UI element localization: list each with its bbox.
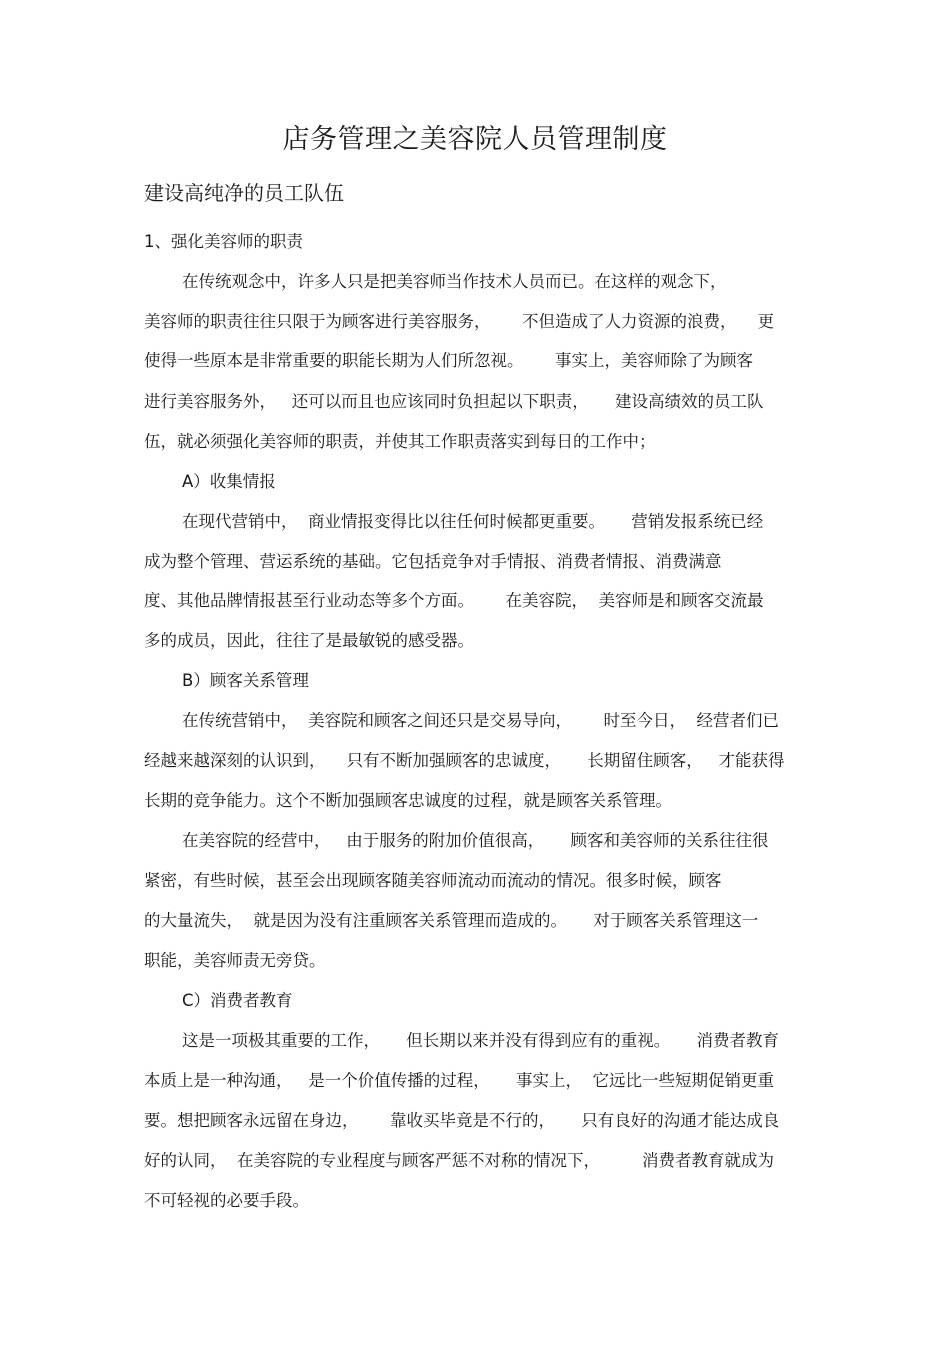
subsection-heading-a: A）收集情报 (182, 472, 276, 491)
paragraph-line: 度、其他品牌情报甚至行业动态等多个方面。 在美容院， 美容师是和顾客交流最 (144, 591, 764, 610)
paragraph-line: 的大量流失， 就是因为没有注重顾客关系管理而造成的。 对于顾客关系管理这一 (144, 911, 759, 930)
document-subtitle: 建设高纯净的员工队伍 (144, 181, 344, 205)
paragraph-line: 成为整个管理、营运系统的基础。它包括竞争对手情报、消费者情报、消费满意 (144, 552, 722, 571)
paragraph-line: 伍，就必须强化美容师的职责，并使其工作职责落实到每日的工作中； (144, 432, 656, 451)
paragraph-line: 在传统观念中，许多人只是把美容师当作技术人员而已。在这样的观念下， (182, 272, 727, 291)
paragraph-line: 长期的竞争能力。这个不断加强顾客忠诚度的过程，就是顾客关系管理。 (144, 791, 672, 810)
paragraph-line: 使得一些原本是非常重要的职能长期为人们所忽视。 事实上，美容师除了为顾客 (144, 351, 753, 370)
paragraph-line: 本质上是一种沟通， 是一个价值传播的过程， 事实上， 它远比一些短期促销更重 (144, 1071, 774, 1090)
subsection-heading-b: B）顾客关系管理 (182, 671, 309, 690)
paragraph-line: 在传统营销中， 美容院和顾客之间还只是交易导向， 时至今日， 经营者们已 (182, 711, 779, 730)
paragraph-line: 进行美容服务外， 还可以而且也应该同时负担起以下职责， 建设高绩效的员工队 (144, 392, 764, 411)
subsection-heading-c: C）消费者教育 (182, 991, 293, 1010)
paragraph-line: 多的成员，因此，往往了是最敏锐的感受器。 (144, 631, 474, 650)
section-heading-1: 1、强化美容师的职责 (144, 232, 303, 251)
paragraph-line: 经越来越深刻的认识到， 只有不断加强顾客的忠诚度， 长期留住顾客， 才能获得 (144, 751, 785, 770)
paragraph-line: 好的认同， 在美容院的专业程度与顾客严惩不对称的情况下， 消费者教育就成为 (144, 1151, 774, 1170)
paragraph-line: 这是一项极其重要的工作， 但长期以来并没有得到应有的重视。 消费者教育 (182, 1031, 779, 1050)
paragraph-line: 要。想把顾客永远留在身边， 靠收买毕竟是不行的， 只有良好的沟通才能达成良 (144, 1111, 780, 1130)
paragraph-line: 不可轻视的必要手段。 (144, 1191, 309, 1210)
paragraph-line: 紧密，有些时候，甚至会出现顾客随美容师流动而流动的情况。很多时候，顾客 (144, 871, 722, 890)
paragraph-line: 在美容院的经营中， 由于服务的附加价值很高， 顾客和美容师的关系往往很 (182, 831, 769, 850)
paragraph-line: 职能，美容师责无旁贷。 (144, 951, 326, 970)
paragraph-line: 在现代营销中， 商业情报变得比以往任何时候都更重要。 营销发报系统已经 (182, 512, 764, 531)
paragraph-line: 美容师的职责往往只限于为顾客进行美容服务， 不但造成了人力资源的浪费， 更 (144, 312, 774, 331)
document-title: 店务管理之美容院人员管理制度 (282, 124, 668, 155)
